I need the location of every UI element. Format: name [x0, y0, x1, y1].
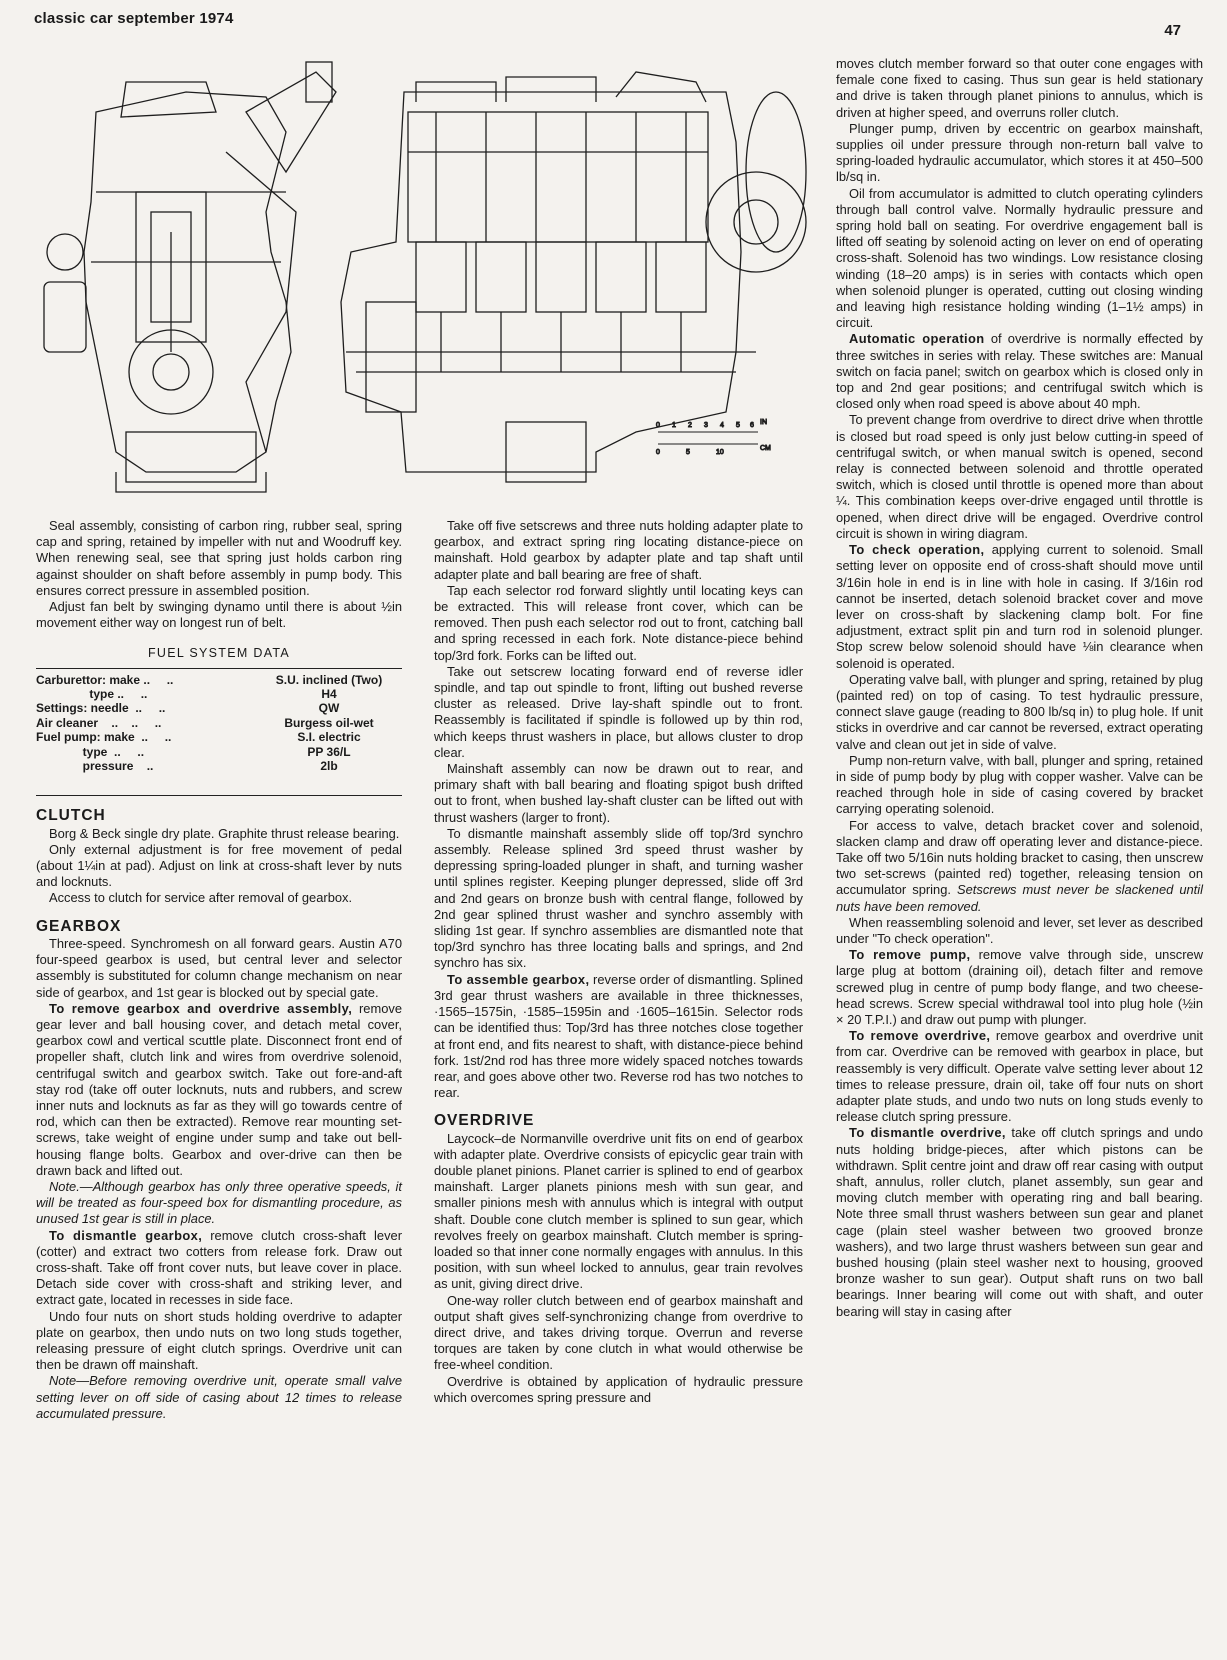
table-row	[36, 759, 402, 773]
table-row	[36, 716, 402, 730]
row-label: pressure ..	[36, 759, 154, 774]
scale-unit-in: IN	[760, 419, 767, 426]
row-label: Carburettor: make .. ..	[36, 672, 174, 687]
gearbox-heading: GEARBOX	[36, 917, 122, 935]
run-in-heading: To dismantle overdrive,	[849, 1125, 1006, 1141]
note-text: Note—Before removing overdrive unit, operate small valve setting lever on off side of casing about 12 times to release accumulated pressure.	[36, 1373, 402, 1421]
run-in-heading: To check operation,	[849, 542, 985, 558]
paragraph-text: remove valve through side, unscrew large plug at bottom (draining oil), detach filter and remove screwed plug in centre of pump body flange, and two cheese-head screws. Screw special withdrawal tool into plug hole (½in × 20 T.P.I.) and draw out pump with plunger.	[836, 947, 1204, 1027]
scale-unit-cm: CM	[760, 445, 771, 452]
row-value: H4	[321, 687, 337, 702]
reassembling-paragraph: When reassembling solenoid and lever, set lever as described under "To check operation".	[836, 914, 1203, 946]
clutch-paragraph: Borg & Beck single dry plate. Graphite thrust release bearing.	[49, 825, 400, 841]
remove-overdrive-paragraph	[836, 1028, 1203, 1125]
scale-tick-in-2: 2	[688, 422, 692, 429]
body-paragraph: To dismantle mainshaft assembly slide off top/3rd synchro assembly. Release splined 3rd speed thrust washer by depressing spring-loaded plunger in shaft, and turning washer until splines register. Keeping plunger depressed, slide off 3rd and 2nd gears on bronze bush with central flange, followed by 2nd gear splined thrust washer and synchro assembly with sliding 1st gear. If synchro assemblies are dismantled note that top/3rd synchro has three locating balls and springs, and 2nd synchro has six.	[434, 825, 803, 971]
table-row	[36, 701, 402, 715]
row-value: PP 36/L	[307, 744, 351, 759]
scale-tick-in-0: 0	[656, 422, 660, 429]
row-label: Air cleaner .. .. ..	[36, 715, 162, 730]
row-value: S.U. inclined (Two)	[275, 672, 383, 687]
access-valve-paragraph	[836, 818, 1203, 915]
paragraph-text: remove clutch cross-shaft lever (cotter) and extract two cotters from release fork. Draw out cross-shaft. Take off front cover nuts, but leave cover in place. Detach side cover with cross-shaft and striking lever, and extract gate, located in recesses in side face.	[36, 1227, 402, 1308]
scale-tick-in-6: 6	[750, 422, 754, 429]
row-value: 2lb	[320, 759, 338, 774]
table-row	[36, 673, 402, 687]
scale-tick-in-1: 1	[672, 422, 676, 429]
fuel-table-title: FUEL SYSTEM DATA	[147, 646, 291, 661]
warning-text: Setscrews must never be slackened until nuts have been removed.	[836, 882, 1203, 914]
body-paragraph: Take out setscrew locating forward end of reverse idler spindle, and tap out spindle to front, lifting out bushed reverse cluster as released. Drive lay-shaft spindle out to front. Reassembly is facilitated if spindle is followed up by thin rod, which keeps thrust washers in place, but allows cluster to drop clear.	[434, 663, 803, 760]
scale-tick-cm-5: 5	[686, 449, 690, 456]
assemble-gearbox-paragraph	[434, 972, 803, 1102]
dismantle-overdrive-paragraph	[836, 1125, 1203, 1319]
seal-paragraph: Seal assembly, consisting of carbon ring, rubber seal, spring cap and spring, retained by impeller with nut and Woodruff key. When renewing seal, see that spring just holds carbon ring against shoulder on shaft before assembly in pump body. This ensures correct pressure in assembled position.	[36, 518, 402, 598]
page-number: 47	[1164, 22, 1181, 39]
scale-tick-cm-0: 0	[656, 449, 660, 456]
note-paragraph	[36, 1179, 402, 1228]
row-label: Settings: needle .. ..	[36, 701, 166, 716]
paragraph-text: remove gear lever and ball housing cover, and detach metal cover, gearbox cowl and vertical scuttle plate. Disconnect front end of propeller shaft, clutch link and wires from overdrive solenoid, centrifugal switch and gearbox switch. Take out fore-and-aft stay rod (take off outer locknuts, nuts and rubbers, and screw inner nuts and locknuts as far as they will go towards centre of rod, which can then be extracted). Remove rear mounting set-screws, take weight of engine under sump and take out bell-housing flange bolts. Gearbox and over-drive can then be drawn back and lifted out.	[36, 1000, 402, 1178]
scale-tick-in-3: 3	[704, 422, 708, 429]
clutch-heading: CLUTCH	[36, 807, 106, 825]
pump-valve-paragraph: Pump non-return valve, with ball, plunger and spring, retained in side of pump body by plug with copper washer. Valve can be reached through hole in side of casing covered by bracket carrying operating solenoid.	[836, 752, 1203, 817]
row-value: Burgess oil-wet	[284, 715, 374, 730]
clutch-paragraph: Access to clutch for service after removal of gearbox.	[49, 890, 353, 906]
paragraph-text: of overdrive is normally effected by three switches in series with relay. These switches are: Manual switch on facia panel; switch on gearbox which is closed only in top and 2nd gear positions; and centrifugal switch which is closed only when road speed is above about 40 mph.	[836, 331, 1204, 412]
row-label: type .. ..	[36, 687, 148, 702]
magazine-header: classic car september 1974	[34, 10, 234, 27]
overdrive-paragraph: One-way roller clutch between end of gearbox mainshaft and output shaft gives self-synchronizing change from overdrive to direct drive, and takes driving torque. Overrun and reverse torques are taken by cone clutch in what would otherwise be free-wheel condition.	[434, 1292, 803, 1373]
fan-belt-paragraph: Adjust fan belt by swinging dynamo until there is about ½in movement either way on longest run of belt.	[36, 599, 402, 631]
scale-tick-cm-10: 10	[716, 449, 724, 456]
prevent-change-paragraph: To prevent change from overdrive to direct drive when throttle is closed but road speed is only just below cutting-in speed of centrifugal switch, or when manual switch is opened, second relay is connected between solenoid and throttle operated switch, which is closed until throttle is opened more than about ¼. This combination keeps over-drive engaged until throttle is opened, when direct drive will be engaged. Overdrive control circuit is shown in wiring diagram.	[836, 412, 1203, 541]
paragraph-text: For access to valve, detach bracket cover and solenoid, slacken clamp and draw off operating lever and distance-piece. Take off two 5/16in nuts holding bracket to casing, then unscrew two set-screws (painted red) together, releasing tension on accumulator spring.	[836, 817, 1203, 898]
body-paragraph: Mainshaft assembly can now be drawn out to rear, and primary shaft with ball bearing and floating spigot bush drifted out to front, when bushed lay-shaft cluster can be lifted out with thrust washers (larger to front).	[434, 761, 803, 825]
check-operation-paragraph	[836, 542, 1203, 672]
column-2	[434, 518, 803, 1406]
fuel-system-table	[36, 668, 402, 797]
note-text: Note.—Although gearbox has only three operative speeds, it will be treated as four-speed box for dismantling procedure, as unused 1st gear is still in place.	[36, 1178, 402, 1227]
run-in-heading: To dismantle gearbox,	[49, 1227, 203, 1243]
gearbox-paragraph: Three-speed. Synchromesh on all forward gears. Austin A70 four-speed gearbox is used, but central lever and selector assembly is substituted for column change mechanism on near side of gearbox, and 1st gear is blocked out by special gate.	[36, 935, 402, 1000]
overdrive-paragraph: Laycock–de Normanville overdrive unit fits on end of gearbox with adapter plate. Overdrive consists of epicyclic gear train with double planet pinions. Planet carrier is splined to end of gearbox mainshaft. Larger planets pinions mesh with sun gear, and smaller pinions mesh with annulus which is integral with output shaft. Double cone clutch member is splined to sun gear, which revolves freely on gearbox mainshaft. Clutch member is spring-loaded so that inner cone normally engages with annulus. In this position, with sun wheel locked to annulus, gear train revolves as unit, giving direct drive.	[434, 1130, 803, 1292]
paragraph-text: applying current to solenoid. Small setting lever on opposite end of cross-shaft should move until 3/16in hole in end is in line with hole in casing. If 3/16in rod cannot be inserted, detach solenoid bracket cover and move lever on cross-shaft by slackening clamp bolt. For fine adjustment, extract split pin and turn rod in solenoid plunger. Stop screw below solenoid should have ⅛in clearance when solenoid is operated.	[836, 542, 1203, 671]
remove-pump-paragraph	[836, 947, 1203, 1028]
run-in-heading: To remove overdrive,	[849, 1028, 991, 1044]
plunger-pump-paragraph: Plunger pump, driven by eccentric on gearbox mainshaft, supplies oil under pressure through non-return ball valve to spring-loaded hydraulic accumulator, which stores it at 450–500 lb/sq in.	[836, 120, 1203, 185]
operating-valve-paragraph: Operating valve ball, with plunger and spring, retained by plug (painted red) on top of casing. To test hydraulic pressure, connect slave gauge (reading to 800 lb/sq in) to plug hole. If unit sticks in overdrive and car cannot be reversed, extract operating valve and clean out jet in side of valve.	[836, 671, 1203, 752]
scale-tick-in-4: 4	[720, 422, 724, 429]
automatic-operation-paragraph	[836, 331, 1203, 412]
column-1	[36, 518, 402, 1422]
overdrive-heading: OVERDRIVE	[434, 1112, 535, 1130]
dismantle-gearbox-paragraph	[36, 1228, 402, 1309]
body-paragraph: Take off five setscrews and three nuts holding adapter plate to gearbox, and extract spring ring locating distance-piece on mainshaft. Hold gearbox by adapter plate and tap shaft until adapter plate and ball bearing are free of shaft.	[434, 518, 803, 582]
row-value: S.I. electric	[297, 730, 361, 745]
table-row	[36, 687, 402, 701]
undo-nuts-paragraph: Undo four nuts on short studs holding overdrive to adapter plate on gearbox, then undo nuts on two long studs together, releasing pressure of eight clutch springs. Overdrive unit can then be drawn off mainshaft.	[36, 1308, 402, 1373]
table-row	[36, 730, 402, 744]
run-in-heading: To assemble gearbox,	[447, 971, 590, 987]
run-in-heading: To remove gearbox and overdrive assembly,	[49, 1000, 353, 1016]
row-label: Fuel pump: make .. ..	[36, 730, 172, 745]
oil-accumulator-paragraph: Oil from accumulator is admitted to clutch operating cylinders through ball control valve. Normally hydraulic pressure and spring hold ball on seating. For overdrive engagement ball is lifted off seating by solenoid acting on lever on end of operating cross-shaft. Solenoid has two windings. Low resistance closing winding (18–20 amps) is in series with contacts which open when solenoid plunger is operated, cutting out closing winding and leaving high resistance holding winding (1–1½ amps) in circuit.	[836, 185, 1203, 331]
run-in-heading: Automatic operation	[849, 331, 985, 347]
remove-gearbox-paragraph	[36, 1001, 402, 1179]
body-paragraph: Tap each selector rod forward slightly until locating keys can be extracted. This will release front cover, which can be removed. Then push each selector rod out to front, catching ball and spring recessed in each fork. Note distance-piece behind top/3rd fork. Forks can be lifted out.	[434, 582, 803, 663]
table-row	[36, 745, 402, 759]
clutch-paragraph: Only external adjustment is for free movement of pedal (about 1¼in at pad). Adjust on link at cross-shaft lever by nuts and locknuts.	[36, 841, 402, 890]
run-in-heading: To remove pump,	[849, 947, 971, 963]
paragraph-text: take off clutch springs and undo nuts holding bridge-pieces, after which pistons can be withdrawn. Split centre joint and draw off rear casing with output shaft, annulus, roller clutch, planet assembly, sun gear and moving clutch member with operating ring and ball bearing. Note three small thrust washers between sun gear and planet cage (plain steel washer between two grooved bronze washers), and two large thrust washers between sun gear and bushed housing (plain steel washer next to housing, grooved bronze washer to sun gear). Output shaft runs on two ball bearings. Inner bearing will come out with shaft, and outer bearing will stay in casing after	[836, 1125, 1203, 1319]
row-value: QW	[318, 701, 340, 716]
column-3	[836, 56, 1203, 1320]
row-label: type .. ..	[36, 744, 145, 759]
scale-tick-in-5: 5	[736, 422, 740, 429]
paragraph-text: remove gearbox and overdrive unit from car. Overdrive can be removed with gearbox in place, but reassembly is very difficult. Operate valve setting lever about 12 times to release pressure, drain oil, take off four nuts on short adapter plate studs, and undo two nuts on long studs evenly to release clutch spring pressure.	[836, 1028, 1203, 1125]
continued-paragraph: moves clutch member forward so that outer cone engages with female cone fixed to casing. Thus sun gear is held stationary and drive is taken through planet pinions to annulus, which is driven at higher speed, and overruns roller clutch.	[836, 56, 1203, 120]
engine-cutaway-drawing	[36, 52, 838, 510]
paragraph-text: reverse order of dismantling. Splined 3rd gear thrust washers are available in three thicknesses, ·1565–1575in, ·1585–1595in and ·1605–1615in. Selector rods can be identified thus: Top/3rd has three notches close together at front end, and fits nearest to shaft, with distance-piece behind fork. 1st/2nd rod has three more widely spaced notches towards rear, and goes above other two. Reverse rod has two notches to rear.	[434, 971, 803, 1101]
overdrive-paragraph: Overdrive is obtained by application of hydraulic pressure which overcomes spring pressure and	[434, 1373, 803, 1405]
note-paragraph	[36, 1373, 402, 1422]
